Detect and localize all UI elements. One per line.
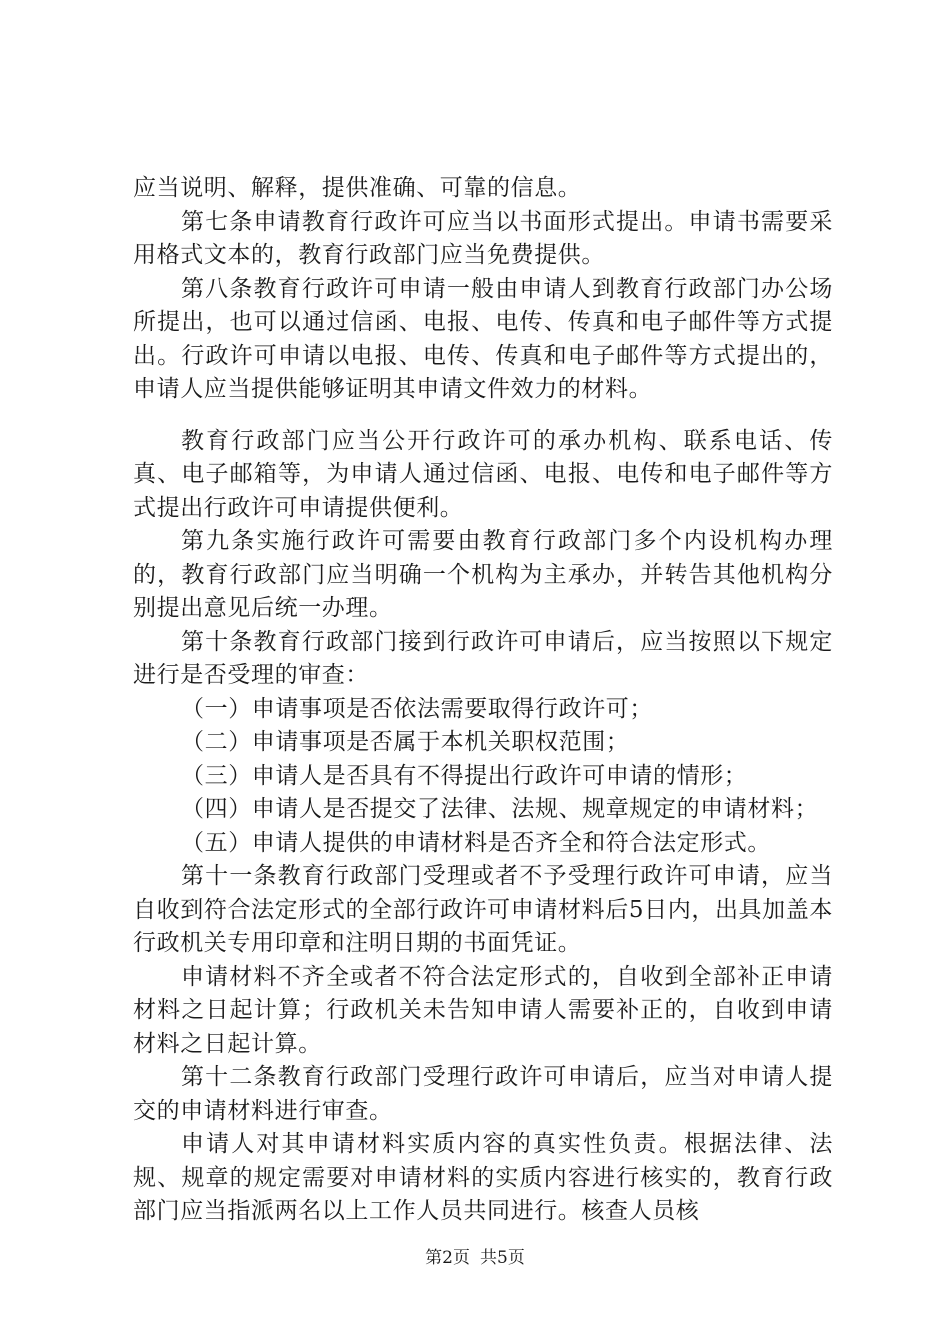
paragraph-article-11: 第十一条教育行政部门受理或者不予受理行政许可申请，应当自收到符合法定形式的全部行政许可申请材料后5日内，出具加盖本行政机关专用印章和注明日期的书面凭证。 [133, 863, 833, 956]
paragraph-article-10: 第十条教育行政部门接到行政许可申请后，应当按照以下规定进行是否受理的审查： [133, 628, 833, 688]
paragraph-article-8-publicity: 教育行政部门应当公开行政许可的承办机构、联系电话、传真、电子邮箱等，为申请人通过信函、电报、电传和电子邮件等方式提出行政许可申请提供便利。 [133, 427, 833, 521]
paragraph-continuation: 应当说明、解释，提供准确、可靠的信息。 [133, 175, 582, 201]
paragraph-article-12-verification: 申请人对其申请材料实质内容的真实性负责。根据法律、法规、规章的规定需要对申请材料的实质内容进行核实的，教育行政部门应当指派两名以上工作人员共同进行。核查人员核 [133, 1131, 833, 1224]
paragraph-article-8: 第八条教育行政许可申请一般由申请人到教育行政部门办公场所提出，也可以通过信函、电报、电传、传真和电子邮件等方式提出。行政许可申请以电报、电传、传真和电子邮件等方式提出的，申请人应当提供能够证明其申请文件效力的材料。 [133, 275, 833, 402]
page-footer [0, 1243, 950, 1268]
paragraph-article-7: 第七条申请教育行政许可应当以书面形式提出。申请书需要采用格式文本的，教育行政部门应当免费提供。 [133, 208, 833, 268]
list-item: （五）申请人提供的申请材料是否齐全和符合法定形式。 [181, 829, 771, 856]
document-body [133, 172, 833, 1229]
list-item: （四）申请人是否提交了法律、法规、规章规定的申请材料； [181, 796, 819, 822]
paragraph-article-9: 第九条实施行政许可需要由教育行政部门多个内设机构办理的，教育行政部门应当明确一个机构为主承办，并转告其他机构分别提出意见后统一办理。 [133, 528, 833, 621]
paragraph-article-12: 第十二条教育行政部门受理行政许可申请后，应当对申请人提交的申请材料进行审查。 [133, 1064, 833, 1124]
page-number: 第2页 [425, 1248, 470, 1268]
page-total: 共5页 [480, 1248, 525, 1268]
list-item: （三）申请人是否具有不得提出行政许可申请的情形； [181, 762, 748, 789]
list-item: （一）申请事项是否依法需要取得行政许可； [181, 695, 653, 722]
list-item: （二）申请事项是否属于本机关职权范围； [181, 729, 630, 755]
paragraph-article-11-supplement: 申请材料不齐全或者不符合法定形式的，自收到全部补正申请材料之日起计算；行政机关未告知申请人需要补正的，自收到申请材料之日起计算。 [133, 963, 833, 1057]
